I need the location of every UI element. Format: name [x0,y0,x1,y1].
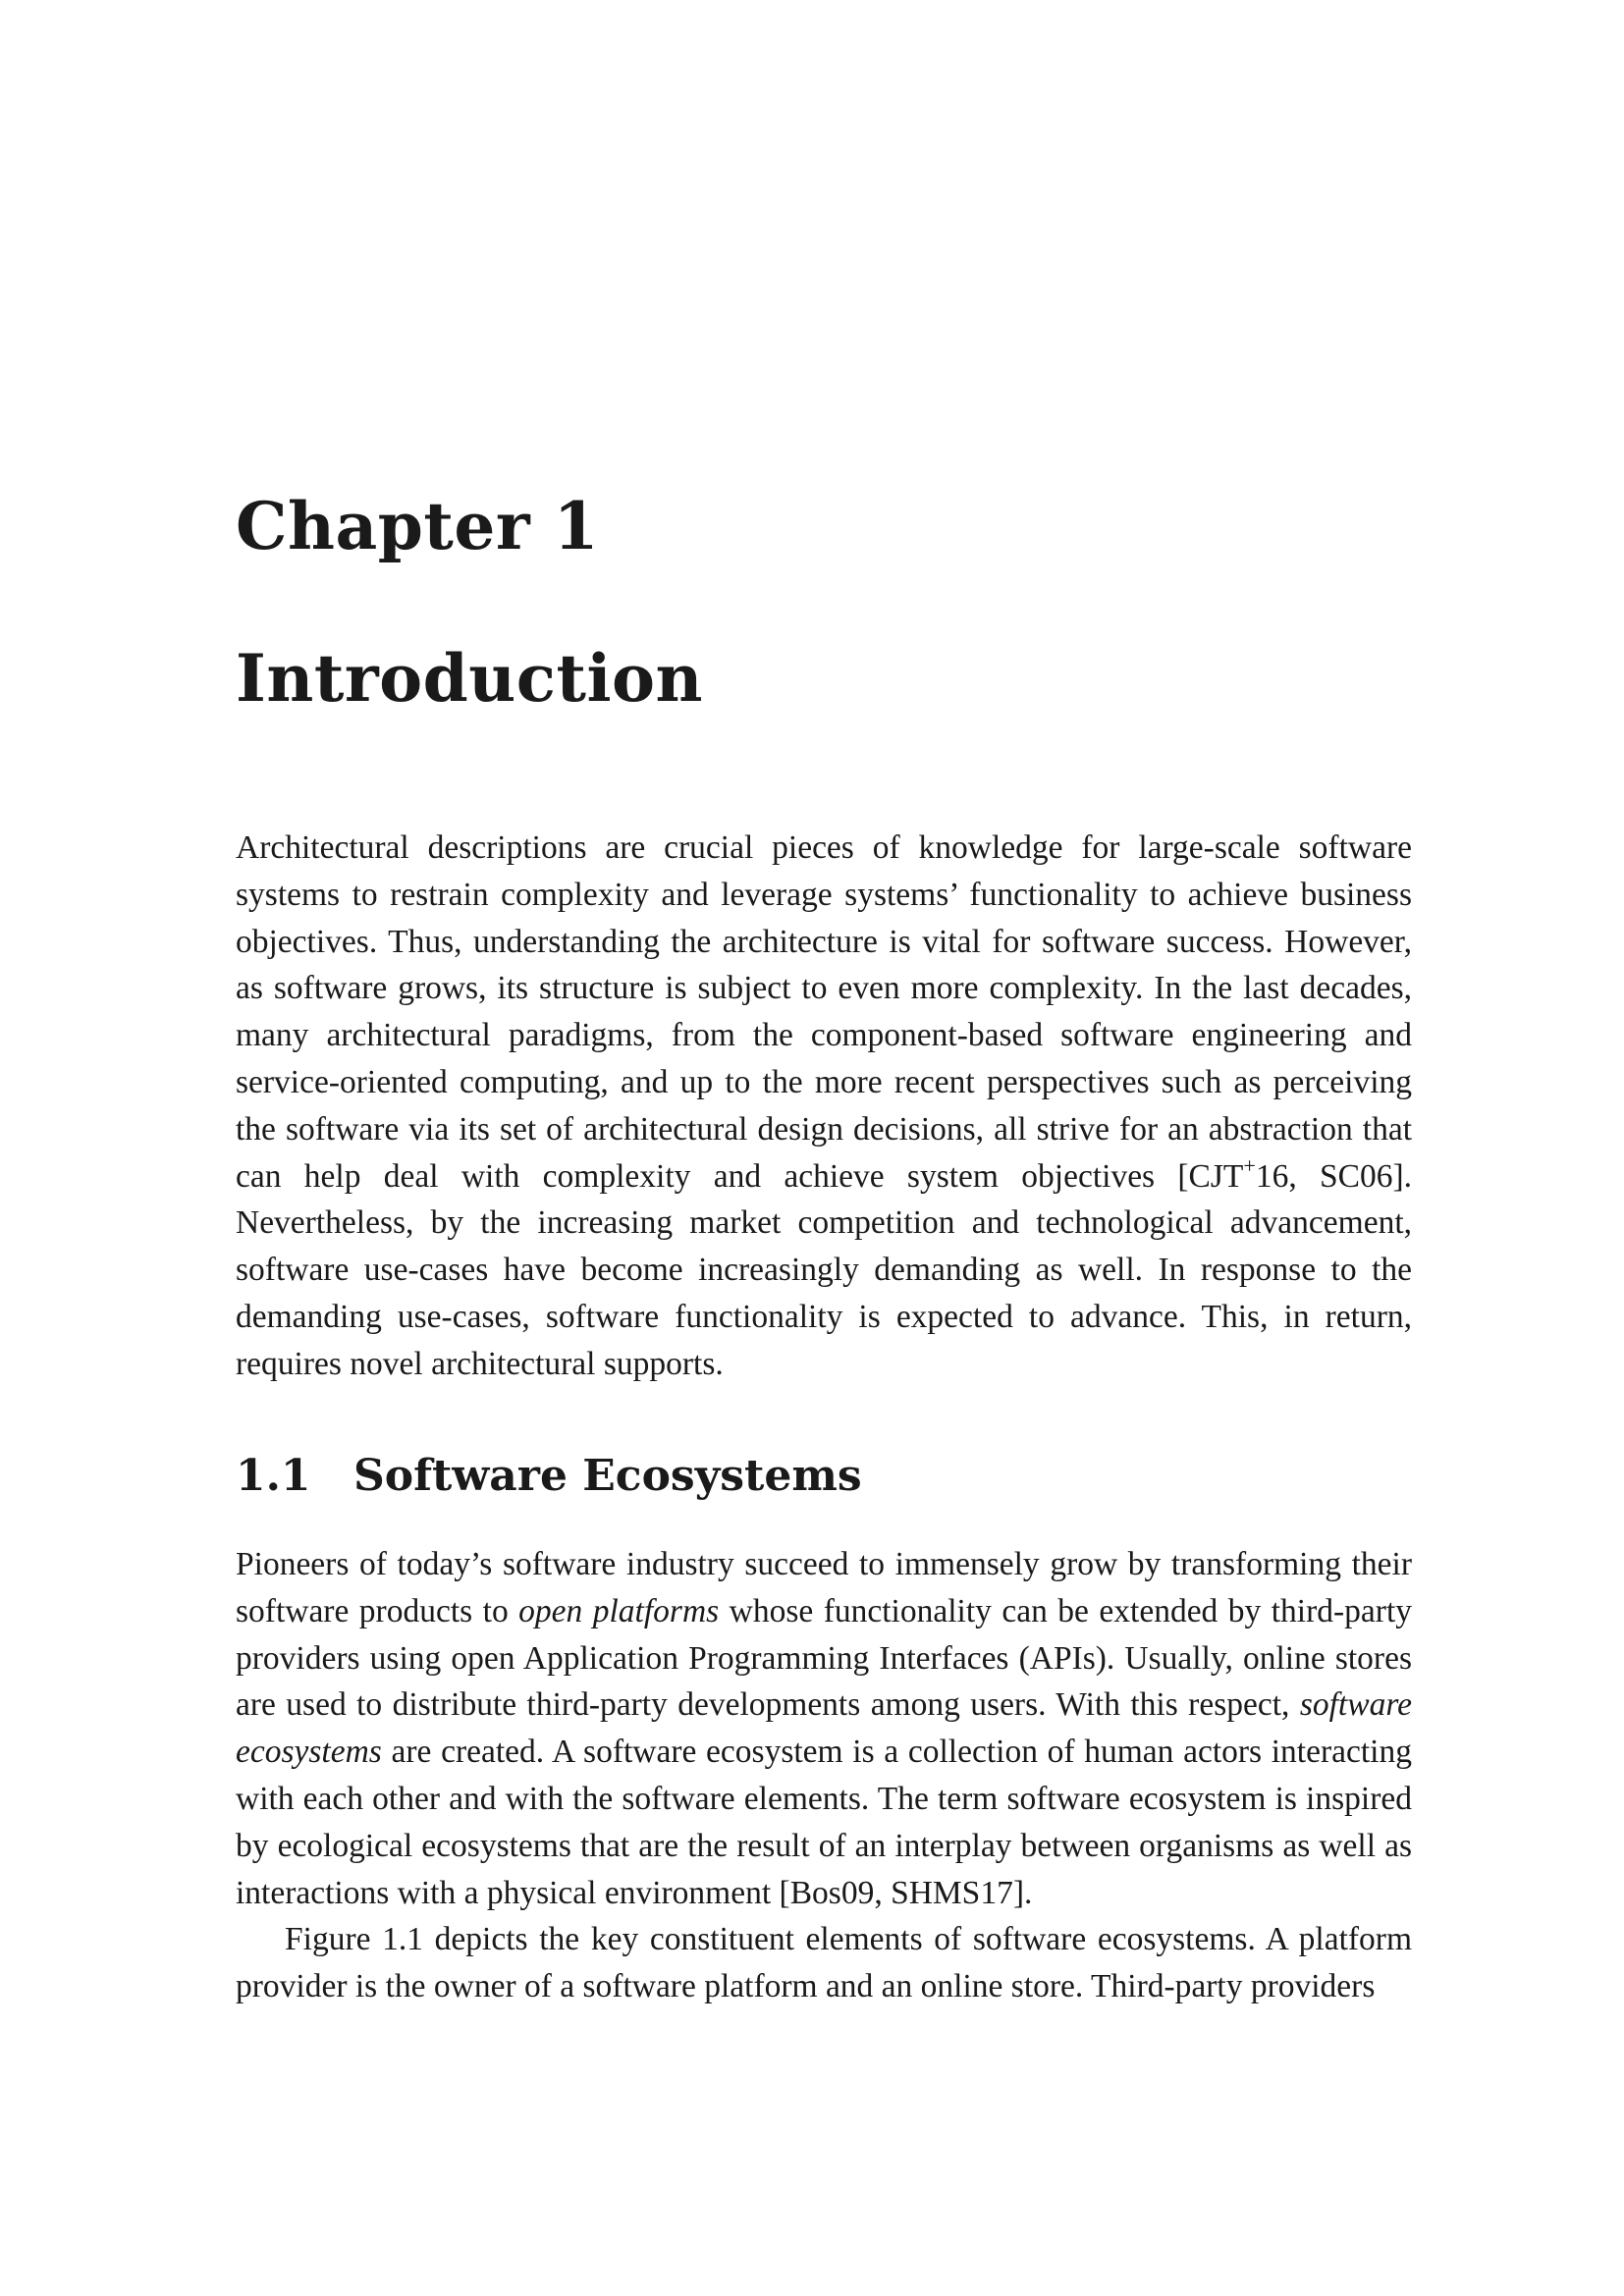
section-heading [236,1451,862,1503]
citation-superscript: + [1243,1152,1256,1178]
emphasis-term: open platforms [518,1592,720,1629]
section-paragraph-2: Figure 1.1 depicts the key constituent elements of software ecosystems. A platform provider is the owner of a software platform and an online store. Third-party providers [236,1921,1412,2005]
intro-text-part: Architectural descriptions are crucial pieces of knowledge for large-scale software systems to restrain complexity and leverage systems’ functionality to achieve business objectives. Thus, understanding the architecture is vital for software success. However, as software grows, its structure is subject to even more complexity. In the last decades, many architectural paradigms, from the component-based software engineering and service-oriented computing, and up to the more recent perspectives such as perceiving the software via its set of architectural design decisions, all strive for an abstraction that can help deal with complexity and achieve system objectives [CJT [236,829,1412,1195]
paragraph-text-part: Pioneers of today’s software industry succeed to immensely grow by transforming their software products to [236,1546,1412,1629]
section-paragraph-1 [236,1541,1412,1916]
paragraph-text-part: are created. A software ecosystem is a collection of human actors interacting with each other and with the software elements. The term software ecosystem is inspired by ecological ecosystems that are the result of an interplay between organisms as well as interactions with a physical environment [Bos09, SHMS17]. [236,1734,1412,1911]
chapter-title: Introduction [236,640,704,717]
section-number: 1.1 [236,1451,311,1501]
chapter-label: Chapter 1 [236,488,600,564]
section-body [236,1541,1412,2010]
intro-text-part: 16, SC06]. Nevertheless, by the increasing market competition and technological advancement, software use-cases have become increasingly demanding as well. In response to the demanding use-cases, software functionality is expected to advance. This, in return, requires novel architectural supports. [236,1157,1412,1382]
intro-paragraph [236,825,1412,1388]
intro-section [236,825,1412,1388]
emphasis-term: software ecosystems [236,1686,1412,1771]
section-title: Software Ecosystems [353,1451,862,1501]
paragraph-text-part: whose functionality can be extended by third-party providers using open Application Programming Interfaces (APIs). Usually, online stores are used to distribute third-party developments among users. With this respect, [236,1592,1412,1724]
